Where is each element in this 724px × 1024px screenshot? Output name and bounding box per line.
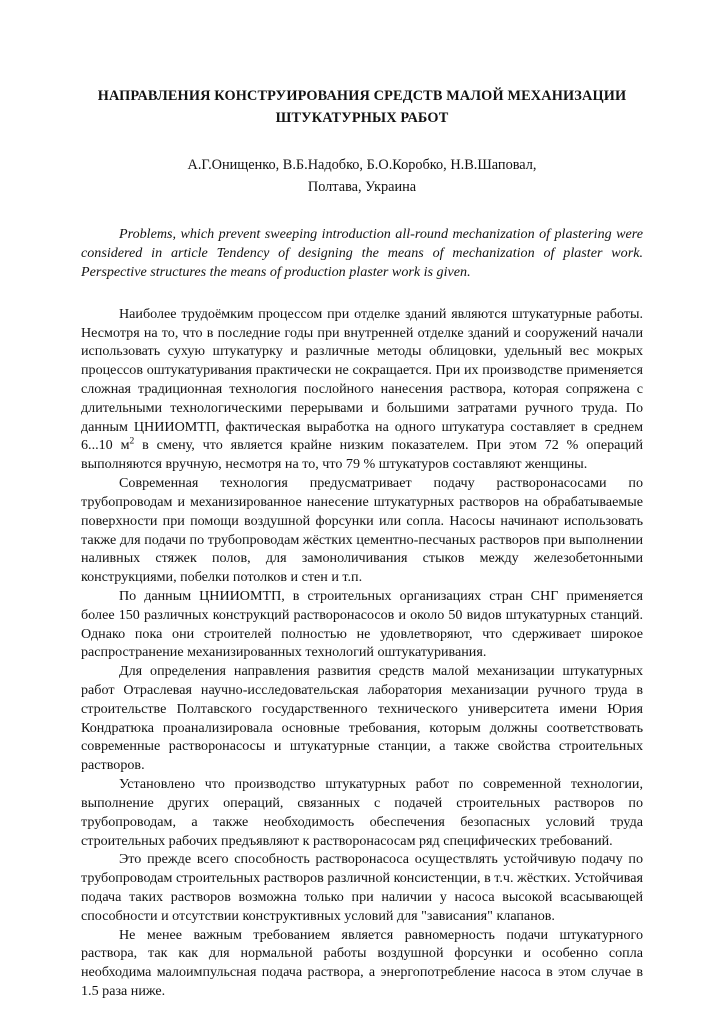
abstract-text: Problems, which prevent sweeping introduction all-round mechanization of plastering were considered in article Tendency of designing the means of mechanization of plaster work. Perspective structures the means of production plaster work is given. bbox=[81, 225, 643, 281]
author-affiliation: Полтава, Украина bbox=[307, 179, 417, 196]
paragraph-1-part-1: Наиболее трудоёмким процессом при отделке зданий являются штукатурные работы. Несмотря на то, что в последние годы при внутренней отделке зданий и сооружений начали использовать сухую штукатурку и различные методы облицовки, удельный вес мокрых процессов оштукатуривания практически не сокращается. При их производстве применяется сложная традиционная технология послойного нанесения раствора, которая сопряжена с длительными технологическими перерывами и большими затратами ручного труда. По данным ЦНИИОМТП, фактическая выработка на одного штукатура составляет в среднем 6...10 м bbox=[81, 305, 643, 454]
title-line-2: ШТУКАТУРНЫХ РАБОТ bbox=[275, 109, 449, 126]
paragraph-1 bbox=[81, 305, 643, 474]
title-line-1: НАПРАВЛЕНИЯ КОНСТРУИРОВАНИЯ СРЕДСТВ МАЛОЙ МЕХАНИЗАЦИИ bbox=[97, 88, 627, 104]
page-title bbox=[81, 86, 643, 129]
paragraph-3: По данным ЦНИИОМТП, в строительных организациях стран СНГ применяется более 150 различных конструкций растворонасосов и около 50 видов штукатурных станций. Однако пока они строителей полностью не удовлетворяют, что сдерживает широкое распространение механизированных технологий оштукатуривания. bbox=[81, 587, 643, 661]
paragraph-4: Для определения направления развития средств малой механизации штукатурных работ Отраслевая научно-исследовательская лаборатория механизации ручного труда в строительстве Полтавского государственного технического университета имени Юрия Кондратюка проанализировала основные требования, которым должны соответствовать современные растворонасосы и штукатурные станции, а также свойства строительных растворов. bbox=[81, 663, 643, 774]
paragraph-1-part-2: в смену, что является крайне низким показателем. При этом 72 % операций выполняются вручную, несмотря на то, что 79 % штукатуров составляют женщины. bbox=[81, 437, 644, 473]
author-names: А.Г.Онищенко, В.Б.Надобко, Б.О.Коробко, Н.В.Шаповал, bbox=[187, 157, 537, 174]
author-block bbox=[81, 155, 643, 198]
paragraph-6: Это прежде всего способность растворонасоса осуществлять устойчивую подачу по трубопроводам строительных растворов различной консистенции, в т.ч. жёстких. Устойчивая подача таких растворов возможна только при наличии у насоса высокой всасывающей способности и отсутствии конструктивных условий для "зависания" клапанов. bbox=[81, 851, 643, 924]
paragraph-2: Современная технология предусматривает подачу растворонасосами по трубопроводам и механизированное нанесение штукатурных растворов на обрабатываемые поверхности при помощи воздушной форсунки или сопла. Насосы начинают использовать также для подачи по трубопроводам жёстких цементно-песчаных растворов при выполнении наливных стяжек полов, для замоноличивания стыков между железобетонными конструкциями, побелки потолков и стен и т.п. bbox=[81, 475, 643, 586]
paragraph-7: Не менее важным требованием является равномерность подачи штукатурного раствора, так как для нормальной работы воздушной форсунки и особенно сопла необходима малоимпульсная подача раствора, а энергопотребление насоса в этом случае в 1.5 раза ниже. bbox=[81, 926, 643, 1000]
paragraph-1-superscript: 2 bbox=[129, 435, 135, 447]
page-content bbox=[81, 86, 643, 1001]
body-text bbox=[81, 305, 643, 1001]
paragraph-5: Установлено что производство штукатурных работ по современной технологии, выполнение других операций, связанных с подачей строительных растворов по трубопроводам, а также необходимость обеспечения безопасных условий труда строительных рабочих предъявляют к растворонасосам ряд специфических требований. bbox=[81, 776, 643, 849]
